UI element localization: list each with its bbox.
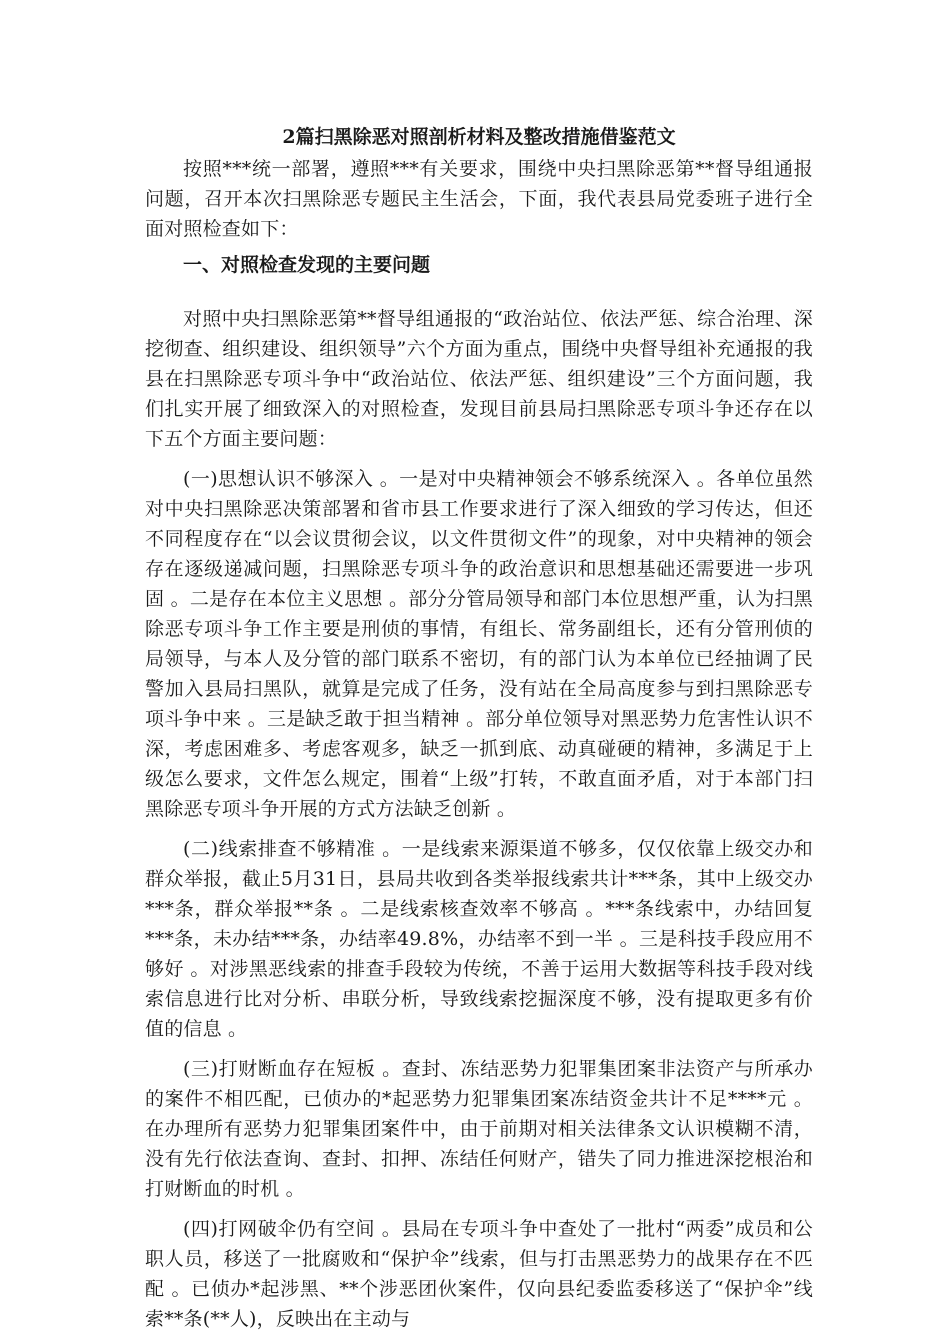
section-intro-paragraph: 对照中央扫黑除恶第**督导组通报的“政治站位、依法严惩、综合治理、深挖彻查、组织建设、组织领导”六个方面为重点，围绕中央督导组补充通报的我县在扫黑除恶专项斗争中“政治站位、依法严惩、组织建设”三个方面问题，我们扎实开展了细致深入的对照检查，发现目前县局扫黑除恶专项斗争还存在以下五个方面主要问题：	[145, 308, 813, 450]
item-3-paragraph: (三)打财断血存在短板 。查封、冻结恶势力犯罪集团案非法资产与所承办的案件不相匹配，已侦办的*起恶势力犯罪集团案冻结资金共计不足****元 。在办理所有恶势力犯罪集团案件中，由于前期对相关法律条文认识模糊不清，没有先行依法查询、查封、扣押、冻结任何财产，错失了同力推进深挖根治和打财断血的时机 。	[145, 1058, 813, 1200]
document-page	[145, 122, 813, 1334]
item-2-paragraph: (二)线索排查不够精准 。一是线索来源渠道不够多，仅仅依靠上级交办和群众举报，截止5月31日，县局共收到各类举报线索共计***条，其中上级交办***条，群众举报**条 。二是线索核查效率不够高 。***条线索中，办结回复***条，未办结***条，办结率49.8%，办结率不到一半 。三是科技手段应用不够好 。对涉黑恶线索的排查手段较为传统，不善于运用大数据等科技手段对线索信息进行比对分析、串联分析，导致线索挖掘深度不够，没有提取更多有价值的信息 。	[145, 838, 813, 1040]
document-title: 2篇扫黑除恶对照剖析材料及整改措施借鉴范文	[282, 126, 676, 148]
item-4-paragraph: (四)打网破伞仍有空间 。县局在专项斗争中查处了一批村“两委”成员和公职人员，移送了一批腐败和“保护伞”线索，但与打击黑恶势力的战果存在不匹配 。已侦办*起涉黑、**个涉恶团伙案件，仅向县纪委监委移送了“保护伞”线索**条(**人)，反映出在主动与	[145, 1218, 813, 1330]
item-1-paragraph: (一)思想认识不够深入 。一是对中央精神领会不够系统深入 。各单位虽然对中央扫黑除恶决策部署和省市县工作要求进行了深入细致的学习传达，但还不同程度存在“以会议贯彻会议，以文件贯彻文件”的现象，对中央精神的领会存在逐级递减问题，扫黑除恶专项斗争的政治意识和思想基础还需要进一步巩固 。二是存在本位主义思想 。部分分管局领导和部门本位思想严重，认为扫黑除恶专项斗争工作主要是刑侦的事情，有组长、常务副组长，还有分管刑侦的局领导，与本人及分管的部门联系不密切，有的部门认为本单位已经抽调了民警加入县局扫黑队，就算是完成了任务，没有站在全局高度参与到扫黑除恶专项斗争中来 。三是缺乏敢于担当精神 。部分单位领导对黑恶势力危害性认识不深，考虑困难多、考虑客观多，缺乏一抓到底、动真碰硬的精神，多满足于上级怎么要求，文件怎么规定，围着“上级”打转，不敢直面矛盾，对于本部门扫黑除恶专项斗争开展的方式方法缺乏创新 。	[145, 468, 813, 820]
section-heading: 一、对照检查发现的主要问题	[183, 254, 431, 276]
intro-paragraph: 按照***统一部署，遵照***有关要求，围绕中央扫黑除恶第**督导组通报问题，召开本次扫黑除恶专题民主生活会，下面，我代表县局党委班子进行全面对照检查如下：	[145, 158, 813, 240]
